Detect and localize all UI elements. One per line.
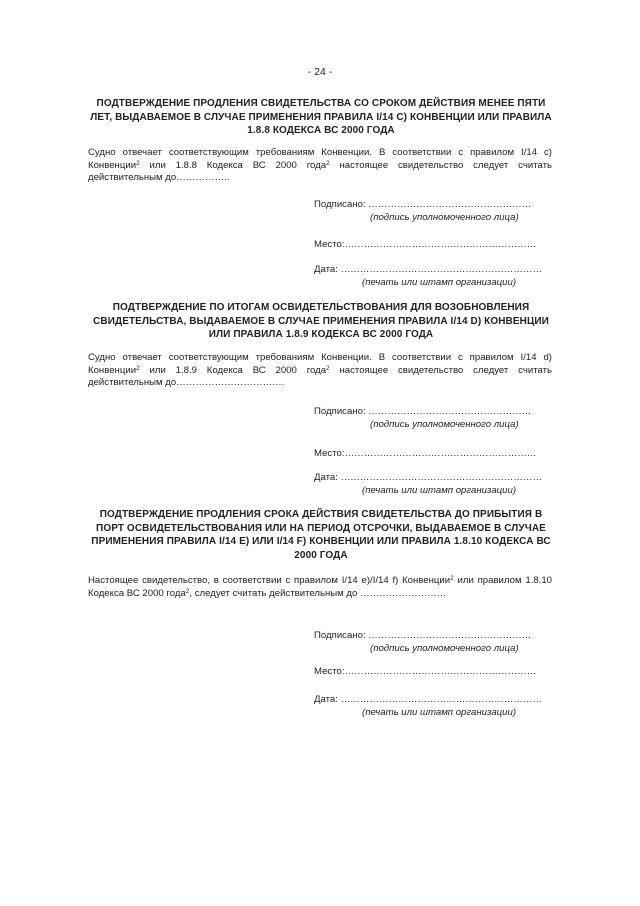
section-1-para-text-3: настоящее свидетельство следует считать действительным до…………….. (88, 159, 552, 184)
section-2-para-text-1: Судно отвечает соответствующим требованиям Конвенции. В соответствии с правилом I/14 d) Конвенции (88, 352, 552, 376)
page-number: - 24 - (307, 66, 333, 78)
section-1-para-text-2: или 1.8.8 Кодекса ВС 2000 года (139, 159, 327, 171)
section-3-paragraph (88, 575, 552, 600)
section-2-date-caption: (печать или штамп организации) (362, 485, 517, 496)
section-2-para-text-2: или 1.8.9 Кодекса ВС 2000 года (139, 364, 327, 376)
footnote-mark: 2 (136, 364, 140, 372)
footnote-mark: 2 (326, 364, 330, 372)
section-2-signed-caption: (подпись уполномоченного лица) (370, 419, 519, 430)
footnote-mark: 2 (185, 587, 190, 595)
section-1-date-caption: (печать или штамп организации) (362, 277, 517, 288)
section-1-signed-caption: (подпись уполномоченного лица) (370, 212, 519, 223)
section-3-para-text-1: Настоящее свидетельство, в соответствии с правилом I/14 e)/I/14 f) Конвенции (88, 575, 451, 586)
section-3-date-line: Дата: ……………………………………………………… (314, 694, 543, 705)
section-1-signed-line: Подписано: …………………………………………… (314, 199, 532, 210)
section-1-date-line: Дата: ……………………………………………………… (314, 264, 543, 275)
section-2-place-line: Место:…………………………………………………… (314, 448, 537, 459)
footnote-mark: 2 (326, 159, 330, 167)
section-3-signed-caption: (подпись уполномоченного лица) (370, 643, 519, 654)
section-1-heading: ПОДТВЕРЖДЕНИЕ ПРОДЛЕНИЯ СВИДЕТЕЛЬСТВА СО СРОКОМ ДЕЙСТВИЯ МЕНЕЕ ПЯТИ ЛЕТ, ВЫДАВАЕМОЕ В СЛУЧАЕ ПРИМЕНЕНИЯ ПРАВИЛА I/14 C) КОНВЕНЦИИ ИЛИ ПРАВИЛА 1.8.8 КОДЕКСА ВС 2000 ГОДА (90, 98, 552, 136)
section-3-para-text-3: , следует считать действительным до ……………………… (189, 587, 447, 599)
section-3-heading: ПОДТВЕРЖДЕНИЕ ПРОДЛЕНИЯ СРОКА ДЕЙСТВИЯ СВИДЕТЕЛЬСТВА ДО ПРИБЫТИЯ В ПОРТ ОСВИДЕТЕЛЬСТВОВАНИЯ ИЛИ НА ПЕРИОД ОТСРОЧКИ, ВЫДАВАЕМОЕ В СЛУЧАЕ ПРИМЕНЕНИЯ ПРАВИЛА I/14 E) ИЛИ I/14 F) КОНВЕНЦИИ ИЛИ ПРАВИЛА 1.8.10 КОДЕКСА ВС 2000 ГОДА (91, 509, 551, 561)
section-1-place-line: Место:…………………………………………………… (314, 239, 537, 250)
section-1-paragraph (88, 147, 552, 185)
section-1-para-text-1: Судно отвечает соответствующим требованиям Конвенции. В соответствии с правилом I/14 c) Конвенции (88, 147, 552, 171)
section-2-heading: ПОДТВЕРЖДЕНИЕ ПО ИТОГАМ ОСВИДЕТЕЛЬСТВОВАНИЯ ДЛЯ ВОЗОБНОВЛЕНИЯ СВИДЕТЕЛЬСТВА, ВЫДАВАЕМОЕ В СЛУЧАЕ ПРИМЕНЕНИЯ ПРАВИЛА I/14 D) КОНВЕНЦИИ ИЛИ ПРАВИЛА 1.8.9 КОДЕКСА ВС 2000 ГОДА (93, 302, 549, 340)
footnote-mark: 2 (450, 575, 454, 582)
section-3-date-caption: (печать или штамп организации) (362, 707, 517, 718)
section-3-signed-line: Подписано: …………………………………………… (314, 630, 532, 641)
section-3-para-text-2: или правилом 1.8.10 Кодекса ВС 2000 года (88, 575, 552, 599)
section-3-place-line: Место:…………………………………………………… (314, 666, 537, 677)
footnote-mark: 2 (136, 159, 140, 167)
section-2-date-line: Дата: ……………………………………………………… (314, 472, 543, 483)
section-2-signed-line: Подписано: …………………………………………… (314, 406, 532, 417)
section-2-paragraph (88, 352, 552, 390)
section-2-para-text-3: настоящее свидетельство следует считать действительным до……………………………. (88, 364, 552, 389)
